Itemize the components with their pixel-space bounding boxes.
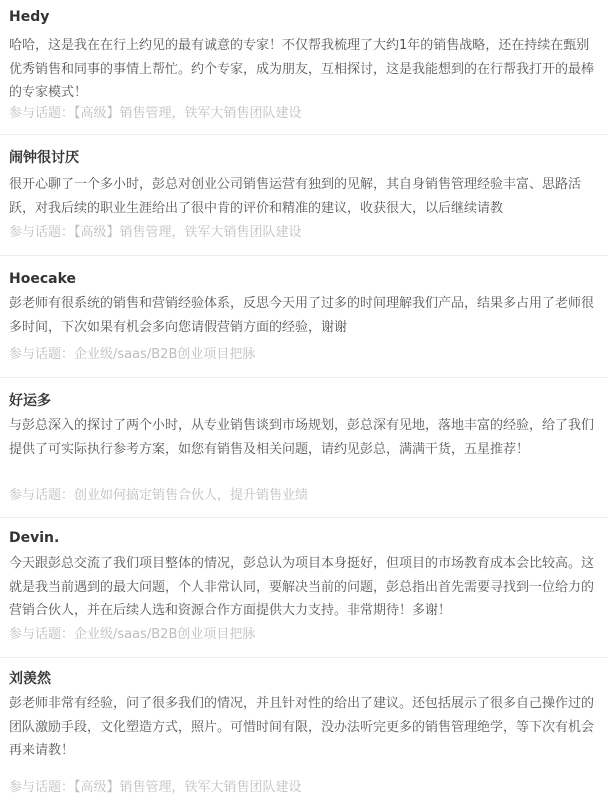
review-text: 哈哈，这是我在在行上约见的最有诚意的专家！不仅帮我梳理了大约1年的销售战略，还在持续在甄别优秀销售和同事的事情上帮忙。约个专家，成为朋友，互相探讨，这是我能想到的在行帮我打开的最棒的专家模式！ (9, 38, 595, 100)
review-item (0, 256, 608, 378)
topic-link[interactable]: 【高级】销售管理，铁军大销售团队建设 (74, 106, 302, 121)
review-text: 今天跟彭总交流了我们项目整体的情况，彭总认为项目本身挺好，但项目的市场教育成本会比较高。这就是我当前遇到的最大问题，个人非常认同，要解决当前的问题，彭总指出首先需要寻找到一位给力的营销合伙人，并在后续人选和资源合作方面提供大力支持。非常期待！多谢！ (9, 556, 595, 618)
topic-link[interactable]: 企业级/saas/B2B创业项目把脉 (74, 347, 256, 362)
topic-link[interactable]: 企业级/saas/B2B创业项目把脉 (74, 627, 256, 642)
topic-link[interactable]: 【高级】销售管理，铁军大销售团队建设 (74, 780, 302, 795)
topic-link[interactable]: 创业如何搞定销售合伙人，提升销售业绩 (74, 488, 309, 503)
topic-prefix: 参与话题： (9, 780, 75, 795)
review-text: 很开心聊了一个多小时，彭总对创业公司销售运营有独到的见解，其自身销售管理经验丰富、思路活跃，对我后续的职业生涯给出了很中肯的评价和精准的建议，收获很大，以后继续请教 (9, 177, 582, 216)
review-topic (9, 778, 302, 798)
review-item (0, 0, 608, 135)
topic-prefix: 参与话题： (9, 627, 75, 642)
topic-link[interactable]: 【高级】销售管理，铁军大销售团队建设 (74, 225, 302, 240)
review-item (0, 658, 608, 808)
review-item (0, 378, 608, 518)
reviewer-name: Hoecake (9, 271, 77, 287)
review-topic (9, 625, 255, 645)
topic-prefix: 参与话题： (9, 106, 75, 121)
review-topic (9, 345, 255, 365)
topic-prefix: 参与话题： (9, 488, 75, 503)
review-topic (9, 223, 302, 243)
reviewer-name: 好运多 (9, 393, 51, 409)
review-item (0, 518, 608, 658)
review-topic (9, 104, 302, 124)
review-item (0, 135, 608, 256)
review-topic (9, 486, 308, 506)
review-text: 彭老师非常有经验，问了很多我们的情况，并且针对性的给出了建议。还包括展示了很多自己操作过的团队激励手段，文化塑造方式，照片。可惜时间有限，没办法听完更多的销售管理绝学，等下次有机会再来请教！ (9, 696, 595, 758)
reviewer-name: Hedy (9, 9, 50, 25)
review-text: 与彭总深入的探讨了两个小时，从专业销售谈到市场规划，彭总深有见地，落地丰富的经验，给了我们提供了可实际执行参考方案，如您有销售及相关问题，请约见彭总，满满干货，五星推荐！ (9, 418, 595, 457)
topic-prefix: 参与话题： (9, 347, 75, 362)
topic-prefix: 参与话题： (9, 225, 75, 240)
reviewer-name: Devin. (9, 530, 60, 546)
reviewer-name: 闹钟很讨厌 (9, 150, 79, 166)
review-text: 彭老师有很系统的销售和营销经验体系，反思今天用了过多的时间理解我们产品，结果多占用了老师很多时间，下次如果有机会多向您请假营销方面的经验，谢谢 (9, 296, 595, 335)
reviewer-name: 刘羡然 (9, 671, 51, 687)
